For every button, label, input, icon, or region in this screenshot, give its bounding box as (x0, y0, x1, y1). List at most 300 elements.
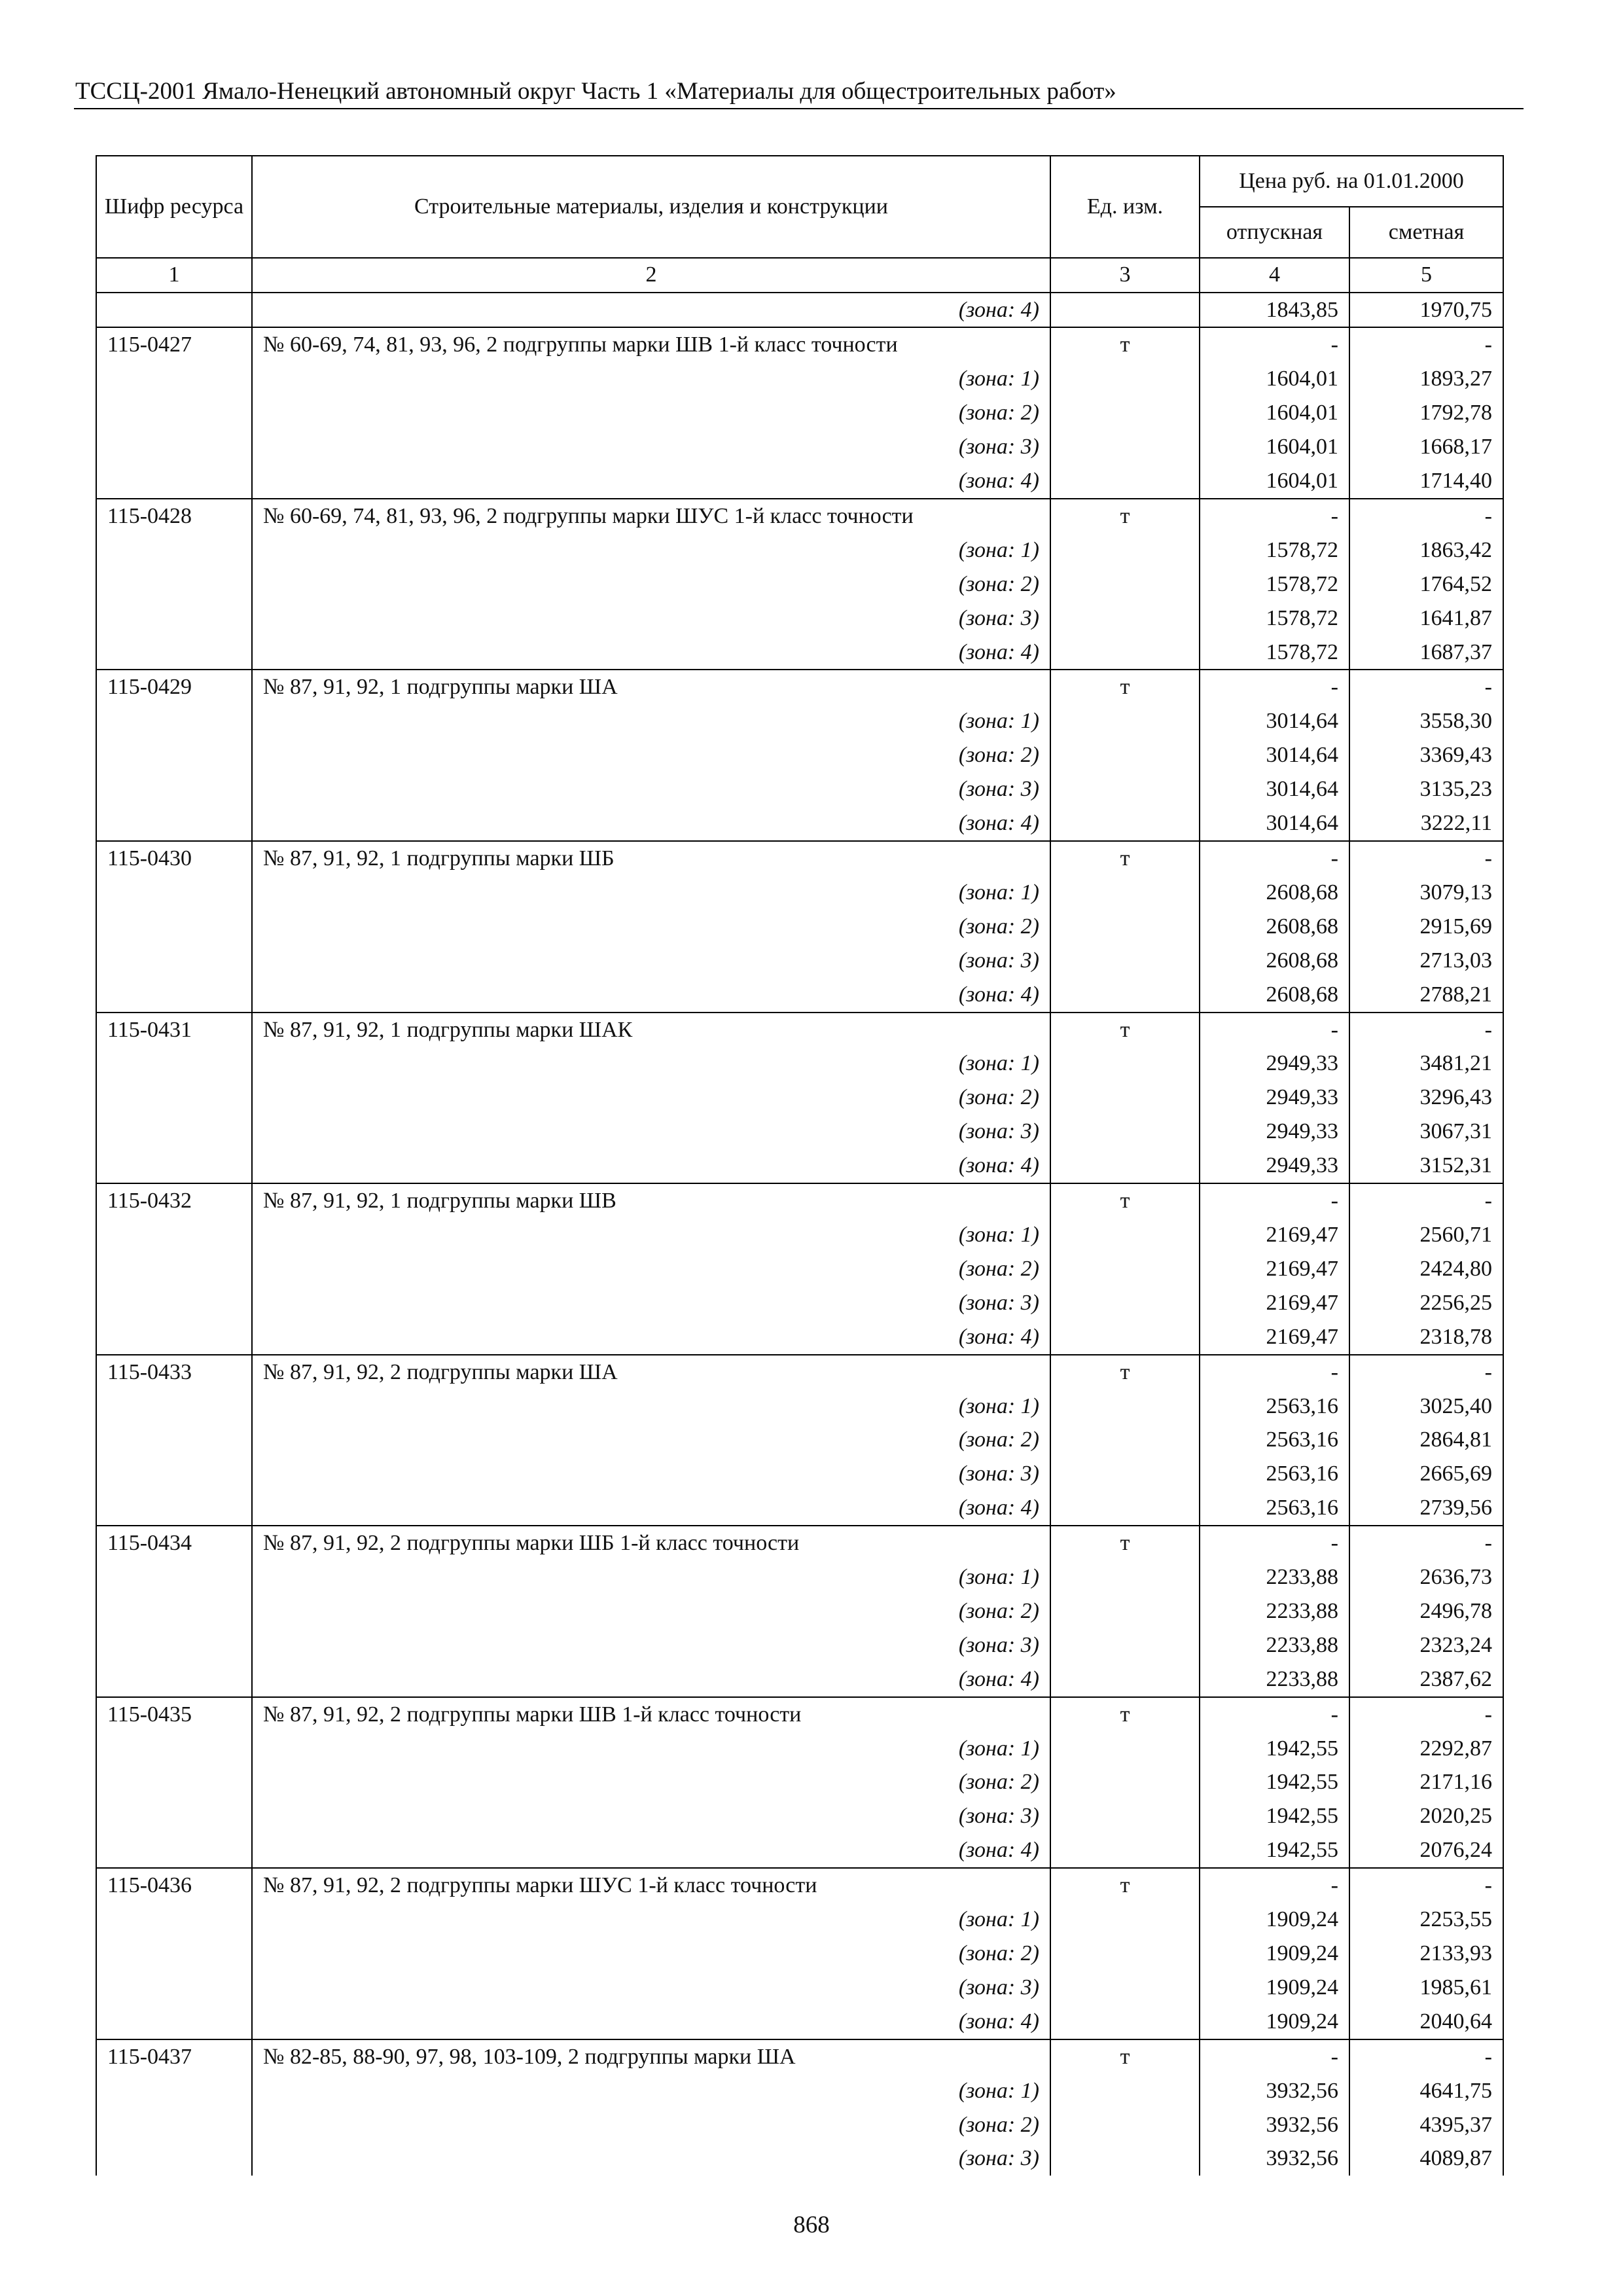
resource-code: 115-0427 (96, 327, 252, 362)
resource-code-cell (96, 636, 252, 670)
table-row-resource (96, 499, 1503, 533)
resource-unit: т (1050, 841, 1200, 876)
release-price: - (1200, 1013, 1349, 1047)
table-row-zone (96, 636, 1503, 670)
zone-label: (зона: 1) (252, 1218, 1050, 1252)
estimate-price: 2915,69 (1349, 910, 1503, 944)
table-header (96, 156, 1503, 293)
zone-label: (зона: 3) (252, 2142, 1050, 2176)
unit-cell (1050, 806, 1200, 841)
release-price: - (1200, 1697, 1349, 1732)
release-price: 1942,55 (1200, 1799, 1349, 1833)
estimate-price: - (1349, 1526, 1503, 1560)
resource-code-cell (96, 1390, 252, 1424)
zone-label: (зона: 4) (252, 1149, 1050, 1183)
table-row-zone (96, 1115, 1503, 1149)
estimate-price: 3222,11 (1349, 806, 1503, 841)
resource-code: 115-0437 (96, 2039, 252, 2074)
zone-label: (зона: 3) (252, 1628, 1050, 1662)
zone-label: (зона: 4) (252, 293, 1050, 328)
price-table (96, 155, 1504, 2176)
resource-name: № 60-69, 74, 81, 93, 96, 2 подгруппы марки ШУС 1-й класс точности (252, 499, 1050, 533)
table-row-resource (96, 1868, 1503, 1903)
table-row-resource (96, 327, 1503, 362)
release-price: 1942,55 (1200, 1732, 1349, 1766)
table-row-zone (96, 1218, 1503, 1252)
resource-code-cell (96, 1320, 252, 1355)
resource-code-cell (96, 1423, 252, 1457)
zone-label: (зона: 1) (252, 1047, 1050, 1081)
table-row-zone (96, 806, 1503, 841)
release-price: 2949,33 (1200, 1081, 1349, 1115)
estimate-price: 3067,31 (1349, 1115, 1503, 1149)
unit-cell (1050, 1390, 1200, 1424)
resource-unit: т (1050, 1355, 1200, 1390)
resource-code-cell (96, 396, 252, 430)
resource-code-cell (96, 1903, 252, 1937)
resource-code-cell (96, 1115, 252, 1149)
col-header-unit: Ед. изм. (1050, 156, 1200, 258)
table-row-zone (96, 944, 1503, 978)
table-row-zone (96, 2074, 1503, 2108)
table-row-zone (96, 1047, 1503, 1081)
release-price: 2169,47 (1200, 1286, 1349, 1320)
resource-code-cell (96, 601, 252, 636)
resource-code-cell (96, 1560, 252, 1594)
estimate-price: 2560,71 (1349, 1218, 1503, 1252)
unit-cell (1050, 1833, 1200, 1868)
estimate-price: - (1349, 1183, 1503, 1218)
table-row-zone (96, 1149, 1503, 1183)
resource-name: № 87, 91, 92, 2 подгруппы марки ШВ 1-й класс точности (252, 1697, 1050, 1732)
resource-code-cell (96, 1491, 252, 1526)
release-price: 2563,16 (1200, 1491, 1349, 1526)
unit-cell (1050, 464, 1200, 499)
resource-code-cell (96, 1732, 252, 1766)
resource-code-cell (96, 2005, 252, 2039)
col-number: 4 (1200, 258, 1349, 293)
zone-label: (зона: 1) (252, 1560, 1050, 1594)
resource-code: 115-0429 (96, 670, 252, 704)
resource-code-cell (96, 1628, 252, 1662)
release-price: 2608,68 (1200, 978, 1349, 1013)
unit-cell (1050, 2005, 1200, 2039)
resource-code-cell (96, 533, 252, 567)
estimate-price: 2864,81 (1349, 1423, 1503, 1457)
unit-cell (1050, 1491, 1200, 1526)
resource-name: № 87, 91, 92, 1 подгруппы марки ШАК (252, 1013, 1050, 1047)
estimate-price: 2076,24 (1349, 1833, 1503, 1868)
zone-label: (зона: 3) (252, 1457, 1050, 1491)
estimate-price: 2496,78 (1349, 1594, 1503, 1628)
resource-code-cell (96, 2108, 252, 2142)
release-price: 2608,68 (1200, 910, 1349, 944)
resource-code-cell (96, 1457, 252, 1491)
release-price: - (1200, 841, 1349, 876)
zone-label: (зона: 1) (252, 362, 1050, 396)
resource-unit: т (1050, 670, 1200, 704)
unit-cell (1050, 2074, 1200, 2108)
table-row-carryover (96, 293, 1503, 328)
table-row-zone (96, 1390, 1503, 1424)
table-row-resource (96, 1526, 1503, 1560)
unit-cell (1050, 1047, 1200, 1081)
release-price: 2608,68 (1200, 944, 1349, 978)
table-row-resource (96, 1697, 1503, 1732)
unit-cell (1050, 1594, 1200, 1628)
unit-cell (1050, 876, 1200, 910)
release-price: 2169,47 (1200, 1252, 1349, 1286)
resource-code-cell (96, 772, 252, 806)
release-price: 3014,64 (1200, 704, 1349, 738)
resource-code-cell (96, 1047, 252, 1081)
unit-cell (1050, 636, 1200, 670)
unit-cell (1050, 1765, 1200, 1799)
estimate-price: 3152,31 (1349, 1149, 1503, 1183)
unit-cell (1050, 396, 1200, 430)
estimate-price: 2788,21 (1349, 978, 1503, 1013)
release-price: 3932,56 (1200, 2142, 1349, 2176)
resource-name: № 82-85, 88-90, 97, 98, 103-109, 2 подгруппы марки ША (252, 2039, 1050, 2074)
table-row-zone (96, 1423, 1503, 1457)
table-row-resource (96, 1355, 1503, 1390)
release-price: 2233,88 (1200, 1594, 1349, 1628)
table-row-zone (96, 567, 1503, 601)
release-price: - (1200, 499, 1349, 533)
estimate-price: 4395,37 (1349, 2108, 1503, 2142)
zone-label: (зона: 3) (252, 944, 1050, 978)
resource-code-cell (96, 430, 252, 464)
unit-cell (1050, 1662, 1200, 1697)
zone-label: (зона: 2) (252, 567, 1050, 601)
release-price: 3014,64 (1200, 772, 1349, 806)
resource-code-cell (96, 1833, 252, 1868)
release-price: 2169,47 (1200, 1320, 1349, 1355)
release-price: 1909,24 (1200, 2005, 1349, 2039)
unit-cell (1050, 601, 1200, 636)
resource-code-cell (96, 1799, 252, 1833)
estimate-price: 2424,80 (1349, 1252, 1503, 1286)
resource-unit: т (1050, 327, 1200, 362)
release-price: 2563,16 (1200, 1457, 1349, 1491)
estimate-price: - (1349, 499, 1503, 533)
release-price: 2949,33 (1200, 1115, 1349, 1149)
release-price: 2608,68 (1200, 876, 1349, 910)
resource-name: № 87, 91, 92, 2 подгруппы марки ШБ 1-й класс точности (252, 1526, 1050, 1560)
resource-code-cell (96, 1149, 252, 1183)
resource-code-cell (96, 944, 252, 978)
table-row-resource (96, 1013, 1503, 1047)
unit-cell (1050, 2142, 1200, 2176)
zone-label: (зона: 2) (252, 396, 1050, 430)
table-row-zone (96, 1833, 1503, 1868)
table-row-zone (96, 1971, 1503, 2005)
resource-code: 115-0431 (96, 1013, 252, 1047)
release-price: 1604,01 (1200, 362, 1349, 396)
table-row-zone (96, 1252, 1503, 1286)
estimate-price: 2636,73 (1349, 1560, 1503, 1594)
col-header-estimate: сметная (1349, 207, 1503, 258)
table-row-zone (96, 1457, 1503, 1491)
col-number: 2 (252, 258, 1050, 293)
resource-code-cell (96, 738, 252, 772)
table-row-zone (96, 1320, 1503, 1355)
resource-unit: т (1050, 1868, 1200, 1903)
release-price: 1578,72 (1200, 636, 1349, 670)
zone-label: (зона: 2) (252, 1081, 1050, 1115)
table-row-zone (96, 362, 1503, 396)
estimate-price: 1641,87 (1349, 601, 1503, 636)
estimate-price: 2253,55 (1349, 1903, 1503, 1937)
unit-cell (1050, 772, 1200, 806)
release-price: 1604,01 (1200, 430, 1349, 464)
table-row-zone (96, 601, 1503, 636)
estimate-price: - (1349, 1355, 1503, 1390)
release-price: 1909,24 (1200, 1971, 1349, 2005)
zone-label: (зона: 2) (252, 1937, 1050, 1971)
zone-label: (зона: 3) (252, 430, 1050, 464)
unit-cell (1050, 1115, 1200, 1149)
unit-cell (1050, 533, 1200, 567)
release-price: 2169,47 (1200, 1218, 1349, 1252)
col-header-name: Строительные материалы, изделия и конструкции (252, 156, 1050, 258)
table-row-resource (96, 841, 1503, 876)
table-row-zone (96, 1799, 1503, 1833)
release-price: 1843,85 (1200, 293, 1349, 328)
table-row-zone (96, 1765, 1503, 1799)
unit-cell (1050, 704, 1200, 738)
estimate-price: 4089,87 (1349, 2142, 1503, 2176)
unit-cell (1050, 362, 1200, 396)
table-row-zone (96, 1937, 1503, 1971)
table-row-zone (96, 1594, 1503, 1628)
unit-cell (1050, 1457, 1200, 1491)
zone-label: (зона: 4) (252, 1662, 1050, 1697)
estimate-price: 3079,13 (1349, 876, 1503, 910)
estimate-price: 1792,78 (1349, 396, 1503, 430)
release-price: 1909,24 (1200, 1903, 1349, 1937)
resource-code-cell (96, 978, 252, 1013)
table-row-zone (96, 1732, 1503, 1766)
table-row-resource (96, 1183, 1503, 1218)
release-price: 1604,01 (1200, 396, 1349, 430)
resource-code-cell (96, 464, 252, 499)
resource-code-cell (96, 1286, 252, 1320)
release-price: - (1200, 1183, 1349, 1218)
table-row-zone (96, 533, 1503, 567)
table-row-zone (96, 2142, 1503, 2176)
resource-code: 115-0428 (96, 499, 252, 533)
col-number: 3 (1050, 258, 1200, 293)
running-title: ТССЦ-2001 Ямало-Ненецкий автономный округ Часть 1 «Материалы для общестроительных работ» (75, 78, 1116, 105)
estimate-price: 3025,40 (1349, 1390, 1503, 1424)
release-price: 2233,88 (1200, 1662, 1349, 1697)
estimate-price: 1687,37 (1349, 636, 1503, 670)
resource-code: 115-0435 (96, 1697, 252, 1732)
resource-code-cell (96, 1252, 252, 1286)
estimate-price: - (1349, 1697, 1503, 1732)
estimate-price: - (1349, 2039, 1503, 2074)
unit-cell (1050, 1732, 1200, 1766)
col-number: 1 (96, 258, 252, 293)
table-body (96, 293, 1503, 2176)
resource-code-cell (96, 876, 252, 910)
resource-code: 115-0430 (96, 841, 252, 876)
unit-cell (1050, 1081, 1200, 1115)
unit-cell (1050, 430, 1200, 464)
unit-cell (1050, 1286, 1200, 1320)
zone-label: (зона: 1) (252, 876, 1050, 910)
zone-label: (зона: 1) (252, 2074, 1050, 2108)
unit-cell (1050, 1423, 1200, 1457)
estimate-price: 1863,42 (1349, 533, 1503, 567)
resource-code-cell (96, 910, 252, 944)
unit-cell (1050, 910, 1200, 944)
unit-cell (1050, 1799, 1200, 1833)
resource-code-cell (96, 1218, 252, 1252)
estimate-price: - (1349, 670, 1503, 704)
header-rule (74, 108, 1524, 109)
estimate-price: 2318,78 (1349, 1320, 1503, 1355)
release-price: 1578,72 (1200, 601, 1349, 636)
resource-name: № 87, 91, 92, 1 подгруппы марки ШБ (252, 841, 1050, 876)
release-price: 3014,64 (1200, 738, 1349, 772)
resource-code-cell (96, 1937, 252, 1971)
resource-unit: т (1050, 499, 1200, 533)
resource-name: № 87, 91, 92, 1 подгруппы марки ШВ (252, 1183, 1050, 1218)
zone-label: (зона: 4) (252, 978, 1050, 1013)
table-row-zone (96, 738, 1503, 772)
zone-label: (зона: 1) (252, 704, 1050, 738)
estimate-price: 3481,21 (1349, 1047, 1503, 1081)
estimate-price: 3558,30 (1349, 704, 1503, 738)
resource-unit: т (1050, 1183, 1200, 1218)
estimate-price: - (1349, 841, 1503, 876)
resource-code: 115-0433 (96, 1355, 252, 1390)
release-price: - (1200, 1355, 1349, 1390)
estimate-price: 3296,43 (1349, 1081, 1503, 1115)
estimate-price: - (1349, 1868, 1503, 1903)
table-row-zone (96, 396, 1503, 430)
release-price: 2949,33 (1200, 1149, 1349, 1183)
unit-cell (1050, 293, 1200, 328)
unit-cell (1050, 1971, 1200, 2005)
resource-code-cell (96, 1765, 252, 1799)
resource-name: № 60-69, 74, 81, 93, 96, 2 подгруппы марки ШВ 1-й класс точности (252, 327, 1050, 362)
estimate-price: 2292,87 (1349, 1732, 1503, 1766)
unit-cell (1050, 1149, 1200, 1183)
release-price: 2233,88 (1200, 1628, 1349, 1662)
release-price: 3932,56 (1200, 2108, 1349, 2142)
zone-label: (зона: 4) (252, 806, 1050, 841)
table-row-resource (96, 670, 1503, 704)
zone-label: (зона: 2) (252, 738, 1050, 772)
estimate-price: 2133,93 (1349, 1937, 1503, 1971)
col-header-code: Шифр ресурса (96, 156, 252, 258)
zone-label: (зона: 2) (252, 2108, 1050, 2142)
zone-label: (зона: 4) (252, 464, 1050, 499)
estimate-price: 1764,52 (1349, 567, 1503, 601)
zone-label: (зона: 4) (252, 1491, 1050, 1526)
estimate-price: 1985,61 (1349, 1971, 1503, 2005)
estimate-price: - (1349, 1013, 1503, 1047)
zone-label: (зона: 3) (252, 1799, 1050, 1833)
resource-code-cell (96, 567, 252, 601)
release-price: 1578,72 (1200, 567, 1349, 601)
estimate-price: 2171,16 (1349, 1765, 1503, 1799)
table-row-zone (96, 1081, 1503, 1115)
estimate-price: 1970,75 (1349, 293, 1503, 328)
estimate-price: 2020,25 (1349, 1799, 1503, 1833)
zone-label: (зона: 3) (252, 1115, 1050, 1149)
zone-label: (зона: 3) (252, 1286, 1050, 1320)
zone-label: (зона: 3) (252, 1971, 1050, 2005)
resource-code-cell (96, 2142, 252, 2176)
resource-code: 115-0434 (96, 1526, 252, 1560)
zone-label: (зона: 4) (252, 1833, 1050, 1868)
resource-name: № 87, 91, 92, 1 подгруппы марки ША (252, 670, 1050, 704)
release-price: 1942,55 (1200, 1765, 1349, 1799)
resource-name: № 87, 91, 92, 2 подгруппы марки ША (252, 1355, 1050, 1390)
release-price: 3932,56 (1200, 2074, 1349, 2108)
unit-cell (1050, 1903, 1200, 1937)
resource-code-cell (96, 362, 252, 396)
unit-cell (1050, 1628, 1200, 1662)
unit-cell (1050, 978, 1200, 1013)
resource-code-cell (96, 2074, 252, 2108)
zone-label: (зона: 1) (252, 1903, 1050, 1937)
resource-unit: т (1050, 2039, 1200, 2074)
unit-cell (1050, 738, 1200, 772)
resource-unit: т (1050, 1013, 1200, 1047)
table-row-zone (96, 1903, 1503, 1937)
zone-label: (зона: 2) (252, 1594, 1050, 1628)
unit-cell (1050, 2108, 1200, 2142)
resource-code-cell (96, 1594, 252, 1628)
unit-cell (1050, 1320, 1200, 1355)
zone-label: (зона: 1) (252, 533, 1050, 567)
estimate-price: 3369,43 (1349, 738, 1503, 772)
resource-code: 115-0436 (96, 1868, 252, 1903)
estimate-price: 2040,64 (1349, 2005, 1503, 2039)
resource-unit: т (1050, 1526, 1200, 1560)
page-number: 868 (793, 2212, 830, 2238)
estimate-price: 2256,25 (1349, 1286, 1503, 1320)
estimate-price: - (1349, 327, 1503, 362)
estimate-price: 2387,62 (1349, 1662, 1503, 1697)
release-price: 1909,24 (1200, 1937, 1349, 1971)
zone-label: (зона: 2) (252, 1765, 1050, 1799)
release-price: 2949,33 (1200, 1047, 1349, 1081)
table-row-zone (96, 1662, 1503, 1697)
release-price: - (1200, 1868, 1349, 1903)
col-header-price-group: Цена руб. на 01.01.2000 (1200, 156, 1503, 207)
estimate-price: 2323,24 (1349, 1628, 1503, 1662)
table-row-zone (96, 978, 1503, 1013)
estimate-price: 1893,27 (1349, 362, 1503, 396)
estimate-price: 1668,17 (1349, 430, 1503, 464)
release-price: - (1200, 2039, 1349, 2074)
zone-label: (зона: 4) (252, 636, 1050, 670)
table-row-zone (96, 1628, 1503, 1662)
release-price: - (1200, 1526, 1349, 1560)
unit-cell (1050, 567, 1200, 601)
resource-code-cell (96, 293, 252, 328)
table-row-resource (96, 2039, 1503, 2074)
unit-cell (1050, 944, 1200, 978)
zone-label: (зона: 1) (252, 1732, 1050, 1766)
zone-label: (зона: 2) (252, 1423, 1050, 1457)
